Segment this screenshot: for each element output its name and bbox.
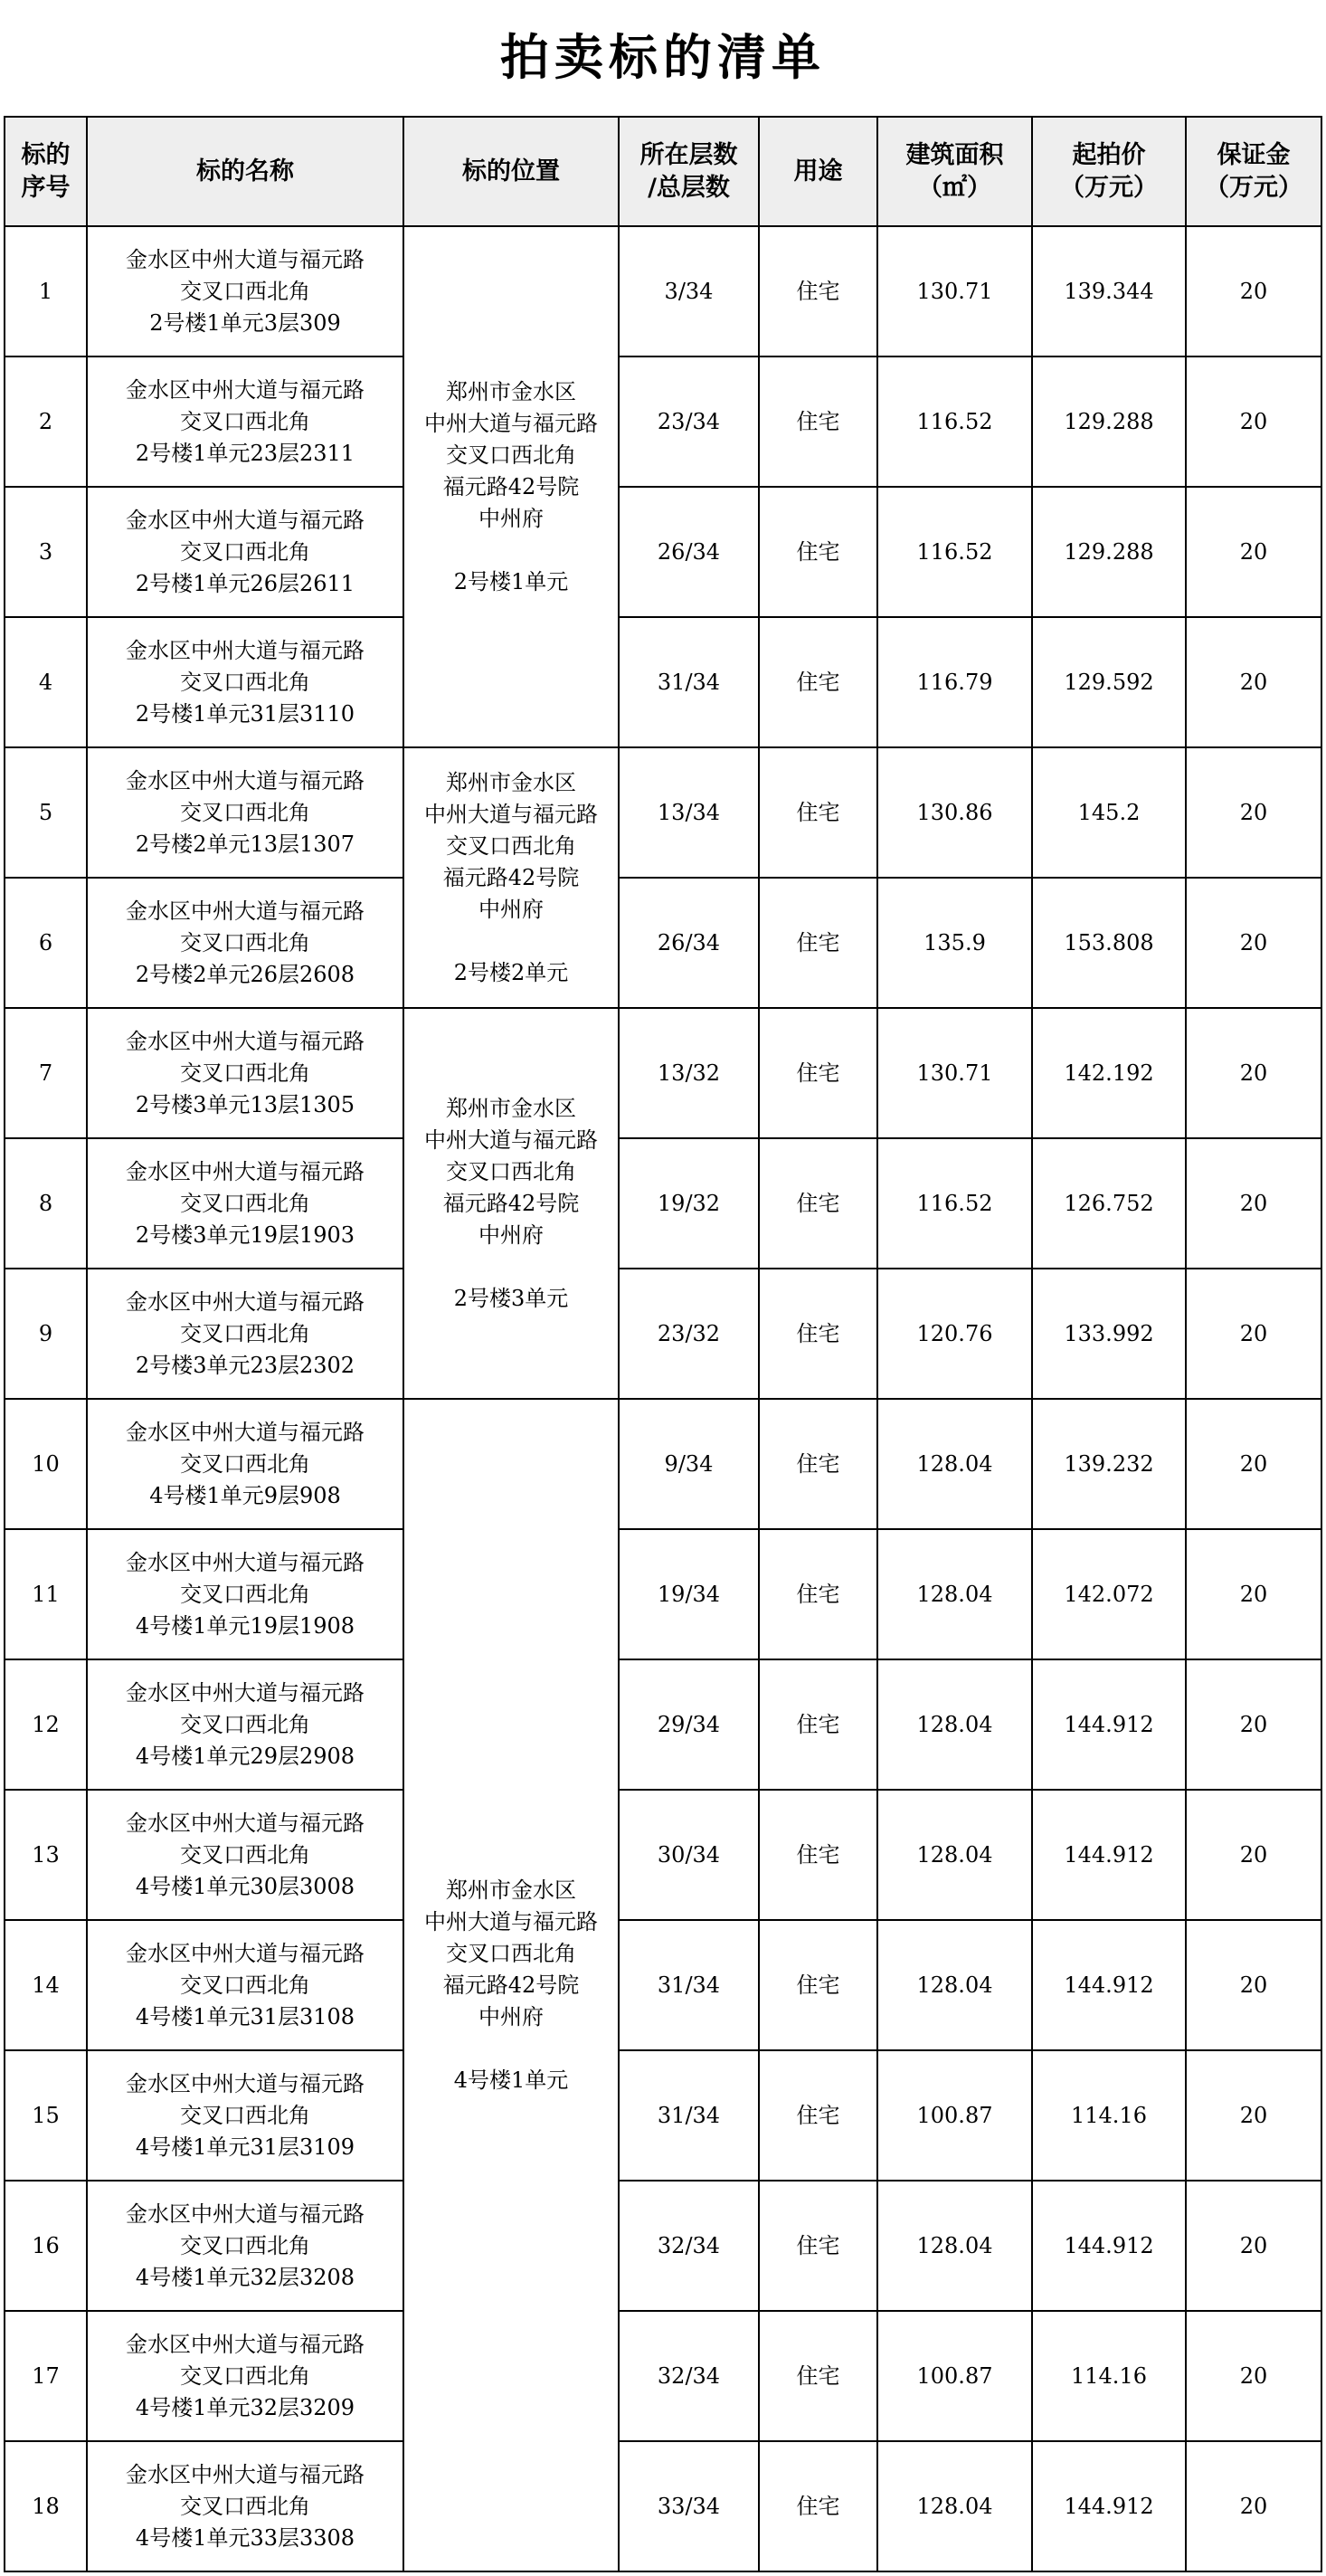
cell-name: 金水区中州大道与福元路 交叉口西北角 4号楼1单元19层1908 <box>87 1529 403 1659</box>
cell-usage: 住宅 <box>759 878 877 1008</box>
cell-deposit: 20 <box>1186 1920 1321 2050</box>
cell-area: 130.86 <box>877 747 1032 878</box>
cell-location: 郑州市金水区 中州大道与福元路 交叉口西北角 福元路42号院 中州府 4号楼1单元 <box>403 1399 619 2571</box>
cell-usage: 住宅 <box>759 1659 877 1790</box>
cell-deposit: 20 <box>1186 1790 1321 1920</box>
cell-floors: 32/34 <box>619 2181 759 2311</box>
cell-seq: 3 <box>5 487 87 617</box>
cell-deposit: 20 <box>1186 1269 1321 1399</box>
cell-name: 金水区中州大道与福元路 交叉口西北角 4号楼1单元33层3308 <box>87 2441 403 2571</box>
table-row <box>5 1529 1321 1659</box>
table-header-row <box>5 117 1321 226</box>
table-row <box>5 1269 1321 1399</box>
table-row <box>5 1659 1321 1790</box>
cell-area: 130.71 <box>877 226 1032 356</box>
cell-floors: 26/34 <box>619 487 759 617</box>
table-row <box>5 2441 1321 2571</box>
cell-seq: 6 <box>5 878 87 1008</box>
cell-usage: 住宅 <box>759 2441 877 2571</box>
cell-floors: 33/34 <box>619 2441 759 2571</box>
header-deposit: 保证金 （万元） <box>1186 117 1321 226</box>
cell-name: 金水区中州大道与福元路 交叉口西北角 2号楼1单元31层3110 <box>87 617 403 747</box>
cell-seq: 2 <box>5 356 87 487</box>
cell-start-price: 133.992 <box>1032 1269 1186 1399</box>
cell-start-price: 144.912 <box>1032 2441 1186 2571</box>
cell-start-price: 139.344 <box>1032 226 1186 356</box>
cell-name: 金水区中州大道与福元路 交叉口西北角 4号楼1单元31层3109 <box>87 2050 403 2181</box>
cell-deposit: 20 <box>1186 2311 1321 2441</box>
cell-floors: 29/34 <box>619 1659 759 1790</box>
cell-deposit: 20 <box>1186 2441 1321 2571</box>
auction-items-table <box>4 116 1322 2572</box>
table-row <box>5 878 1321 1008</box>
cell-seq: 9 <box>5 1269 87 1399</box>
table-row <box>5 2311 1321 2441</box>
cell-deposit: 20 <box>1186 1399 1321 1529</box>
page-title: 拍卖标的清单 <box>500 29 826 86</box>
cell-area: 100.87 <box>877 2050 1032 2181</box>
cell-usage: 住宅 <box>759 226 877 356</box>
cell-start-price: 129.288 <box>1032 356 1186 487</box>
cell-area: 116.79 <box>877 617 1032 747</box>
cell-name: 金水区中州大道与福元路 交叉口西北角 4号楼1单元32层3209 <box>87 2311 403 2441</box>
cell-name: 金水区中州大道与福元路 交叉口西北角 2号楼1单元3层309 <box>87 226 403 356</box>
cell-start-price: 142.192 <box>1032 1008 1186 1138</box>
cell-start-price: 145.2 <box>1032 747 1186 878</box>
cell-deposit: 20 <box>1186 356 1321 487</box>
cell-area: 128.04 <box>877 2181 1032 2311</box>
cell-name: 金水区中州大道与福元路 交叉口西北角 2号楼2单元13层1307 <box>87 747 403 878</box>
cell-area: 116.52 <box>877 487 1032 617</box>
cell-deposit: 20 <box>1186 1659 1321 1790</box>
cell-floors: 19/32 <box>619 1138 759 1269</box>
table-row <box>5 747 1321 878</box>
cell-seq: 17 <box>5 2311 87 2441</box>
cell-usage: 住宅 <box>759 747 877 878</box>
cell-deposit: 20 <box>1186 2181 1321 2311</box>
cell-area: 100.87 <box>877 2311 1032 2441</box>
cell-seq: 18 <box>5 2441 87 2571</box>
cell-usage: 住宅 <box>759 1920 877 2050</box>
cell-area: 116.52 <box>877 356 1032 487</box>
cell-location: 郑州市金水区 中州大道与福元路 交叉口西北角 福元路42号院 中州府 2号楼3单元 <box>403 1008 619 1399</box>
cell-start-price: 153.808 <box>1032 878 1186 1008</box>
cell-area: 128.04 <box>877 1790 1032 1920</box>
cell-start-price: 129.288 <box>1032 487 1186 617</box>
cell-usage: 住宅 <box>759 2181 877 2311</box>
cell-seq: 12 <box>5 1659 87 1790</box>
cell-area: 130.71 <box>877 1008 1032 1138</box>
cell-start-price: 129.592 <box>1032 617 1186 747</box>
cell-floors: 26/34 <box>619 878 759 1008</box>
cell-deposit: 20 <box>1186 1529 1321 1659</box>
cell-name: 金水区中州大道与福元路 交叉口西北角 2号楼2单元26层2608 <box>87 878 403 1008</box>
cell-area: 128.04 <box>877 1399 1032 1529</box>
cell-start-price: 142.072 <box>1032 1529 1186 1659</box>
table-row <box>5 1920 1321 2050</box>
cell-floors: 23/32 <box>619 1269 759 1399</box>
header-area: 建筑面积 （㎡） <box>877 117 1032 226</box>
cell-name: 金水区中州大道与福元路 交叉口西北角 4号楼1单元29层2908 <box>87 1659 403 1790</box>
cell-floors: 9/34 <box>619 1399 759 1529</box>
cell-start-price: 114.16 <box>1032 2311 1186 2441</box>
cell-start-price: 144.912 <box>1032 1790 1186 1920</box>
table-row <box>5 2050 1321 2181</box>
cell-seq: 8 <box>5 1138 87 1269</box>
cell-start-price: 144.912 <box>1032 1659 1186 1790</box>
table-row <box>5 356 1321 487</box>
cell-deposit: 20 <box>1186 878 1321 1008</box>
cell-floors: 31/34 <box>619 617 759 747</box>
cell-start-price: 144.912 <box>1032 2181 1186 2311</box>
cell-usage: 住宅 <box>759 1138 877 1269</box>
cell-floors: 32/34 <box>619 2311 759 2441</box>
cell-usage: 住宅 <box>759 2050 877 2181</box>
cell-deposit: 20 <box>1186 1138 1321 1269</box>
cell-floors: 30/34 <box>619 1790 759 1920</box>
cell-deposit: 20 <box>1186 747 1321 878</box>
header-seq: 标的 序号 <box>5 117 87 226</box>
cell-area: 128.04 <box>877 1659 1032 1790</box>
cell-usage: 住宅 <box>759 617 877 747</box>
cell-name: 金水区中州大道与福元路 交叉口西北角 2号楼3单元23层2302 <box>87 1269 403 1399</box>
cell-floors: 19/34 <box>619 1529 759 1659</box>
header-name: 标的名称 <box>87 117 403 226</box>
cell-area: 116.52 <box>877 1138 1032 1269</box>
cell-area: 120.76 <box>877 1269 1032 1399</box>
cell-floors: 3/34 <box>619 226 759 356</box>
cell-area: 128.04 <box>877 1920 1032 2050</box>
cell-seq: 7 <box>5 1008 87 1138</box>
cell-start-price: 126.752 <box>1032 1138 1186 1269</box>
cell-area: 128.04 <box>877 2441 1032 2571</box>
header-location: 标的位置 <box>403 117 619 226</box>
cell-seq: 13 <box>5 1790 87 1920</box>
cell-location: 郑州市金水区 中州大道与福元路 交叉口西北角 福元路42号院 中州府 2号楼2单元 <box>403 747 619 1008</box>
cell-name: 金水区中州大道与福元路 交叉口西北角 4号楼1单元31层3108 <box>87 1920 403 2050</box>
cell-usage: 住宅 <box>759 1399 877 1529</box>
cell-deposit: 20 <box>1186 1008 1321 1138</box>
cell-deposit: 20 <box>1186 226 1321 356</box>
cell-name: 金水区中州大道与福元路 交叉口西北角 4号楼1单元9层908 <box>87 1399 403 1529</box>
cell-name: 金水区中州大道与福元路 交叉口西北角 4号楼1单元30层3008 <box>87 1790 403 1920</box>
cell-floors: 31/34 <box>619 1920 759 2050</box>
cell-seq: 5 <box>5 747 87 878</box>
table-row <box>5 1399 1321 1529</box>
cell-start-price: 139.232 <box>1032 1399 1186 1529</box>
cell-usage: 住宅 <box>759 1790 877 1920</box>
cell-usage: 住宅 <box>759 1008 877 1138</box>
cell-name: 金水区中州大道与福元路 交叉口西北角 2号楼3单元13层1305 <box>87 1008 403 1138</box>
cell-deposit: 20 <box>1186 617 1321 747</box>
cell-usage: 住宅 <box>759 2311 877 2441</box>
cell-seq: 4 <box>5 617 87 747</box>
table-row <box>5 617 1321 747</box>
cell-name: 金水区中州大道与福元路 交叉口西北角 2号楼3单元19层1903 <box>87 1138 403 1269</box>
table-row <box>5 2181 1321 2311</box>
cell-floors: 13/34 <box>619 747 759 878</box>
cell-area: 128.04 <box>877 1529 1032 1659</box>
cell-deposit: 20 <box>1186 487 1321 617</box>
cell-seq: 11 <box>5 1529 87 1659</box>
cell-floors: 13/32 <box>619 1008 759 1138</box>
cell-floors: 23/34 <box>619 356 759 487</box>
cell-area: 135.9 <box>877 878 1032 1008</box>
header-usage: 用途 <box>759 117 877 226</box>
cell-usage: 住宅 <box>759 356 877 487</box>
header-start-price: 起拍价 （万元） <box>1032 117 1186 226</box>
table-row <box>5 487 1321 617</box>
header-floors: 所在层数 /总层数 <box>619 117 759 226</box>
cell-name: 金水区中州大道与福元路 交叉口西北角 2号楼1单元26层2611 <box>87 487 403 617</box>
cell-floors: 31/34 <box>619 2050 759 2181</box>
cell-seq: 14 <box>5 1920 87 2050</box>
cell-location: 郑州市金水区 中州大道与福元路 交叉口西北角 福元路42号院 中州府 2号楼1单元 <box>403 226 619 747</box>
cell-seq: 15 <box>5 2050 87 2181</box>
cell-name: 金水区中州大道与福元路 交叉口西北角 2号楼1单元23层2311 <box>87 356 403 487</box>
cell-usage: 住宅 <box>759 1269 877 1399</box>
cell-seq: 1 <box>5 226 87 356</box>
table-row <box>5 1008 1321 1138</box>
cell-seq: 16 <box>5 2181 87 2311</box>
cell-usage: 住宅 <box>759 1529 877 1659</box>
table-row <box>5 1138 1321 1269</box>
cell-start-price: 114.16 <box>1032 2050 1186 2181</box>
cell-seq: 10 <box>5 1399 87 1529</box>
table-row <box>5 1790 1321 1920</box>
cell-start-price: 144.912 <box>1032 1920 1186 2050</box>
cell-usage: 住宅 <box>759 487 877 617</box>
cell-name: 金水区中州大道与福元路 交叉口西北角 4号楼1单元32层3208 <box>87 2181 403 2311</box>
table-row <box>5 226 1321 356</box>
cell-deposit: 20 <box>1186 2050 1321 2181</box>
